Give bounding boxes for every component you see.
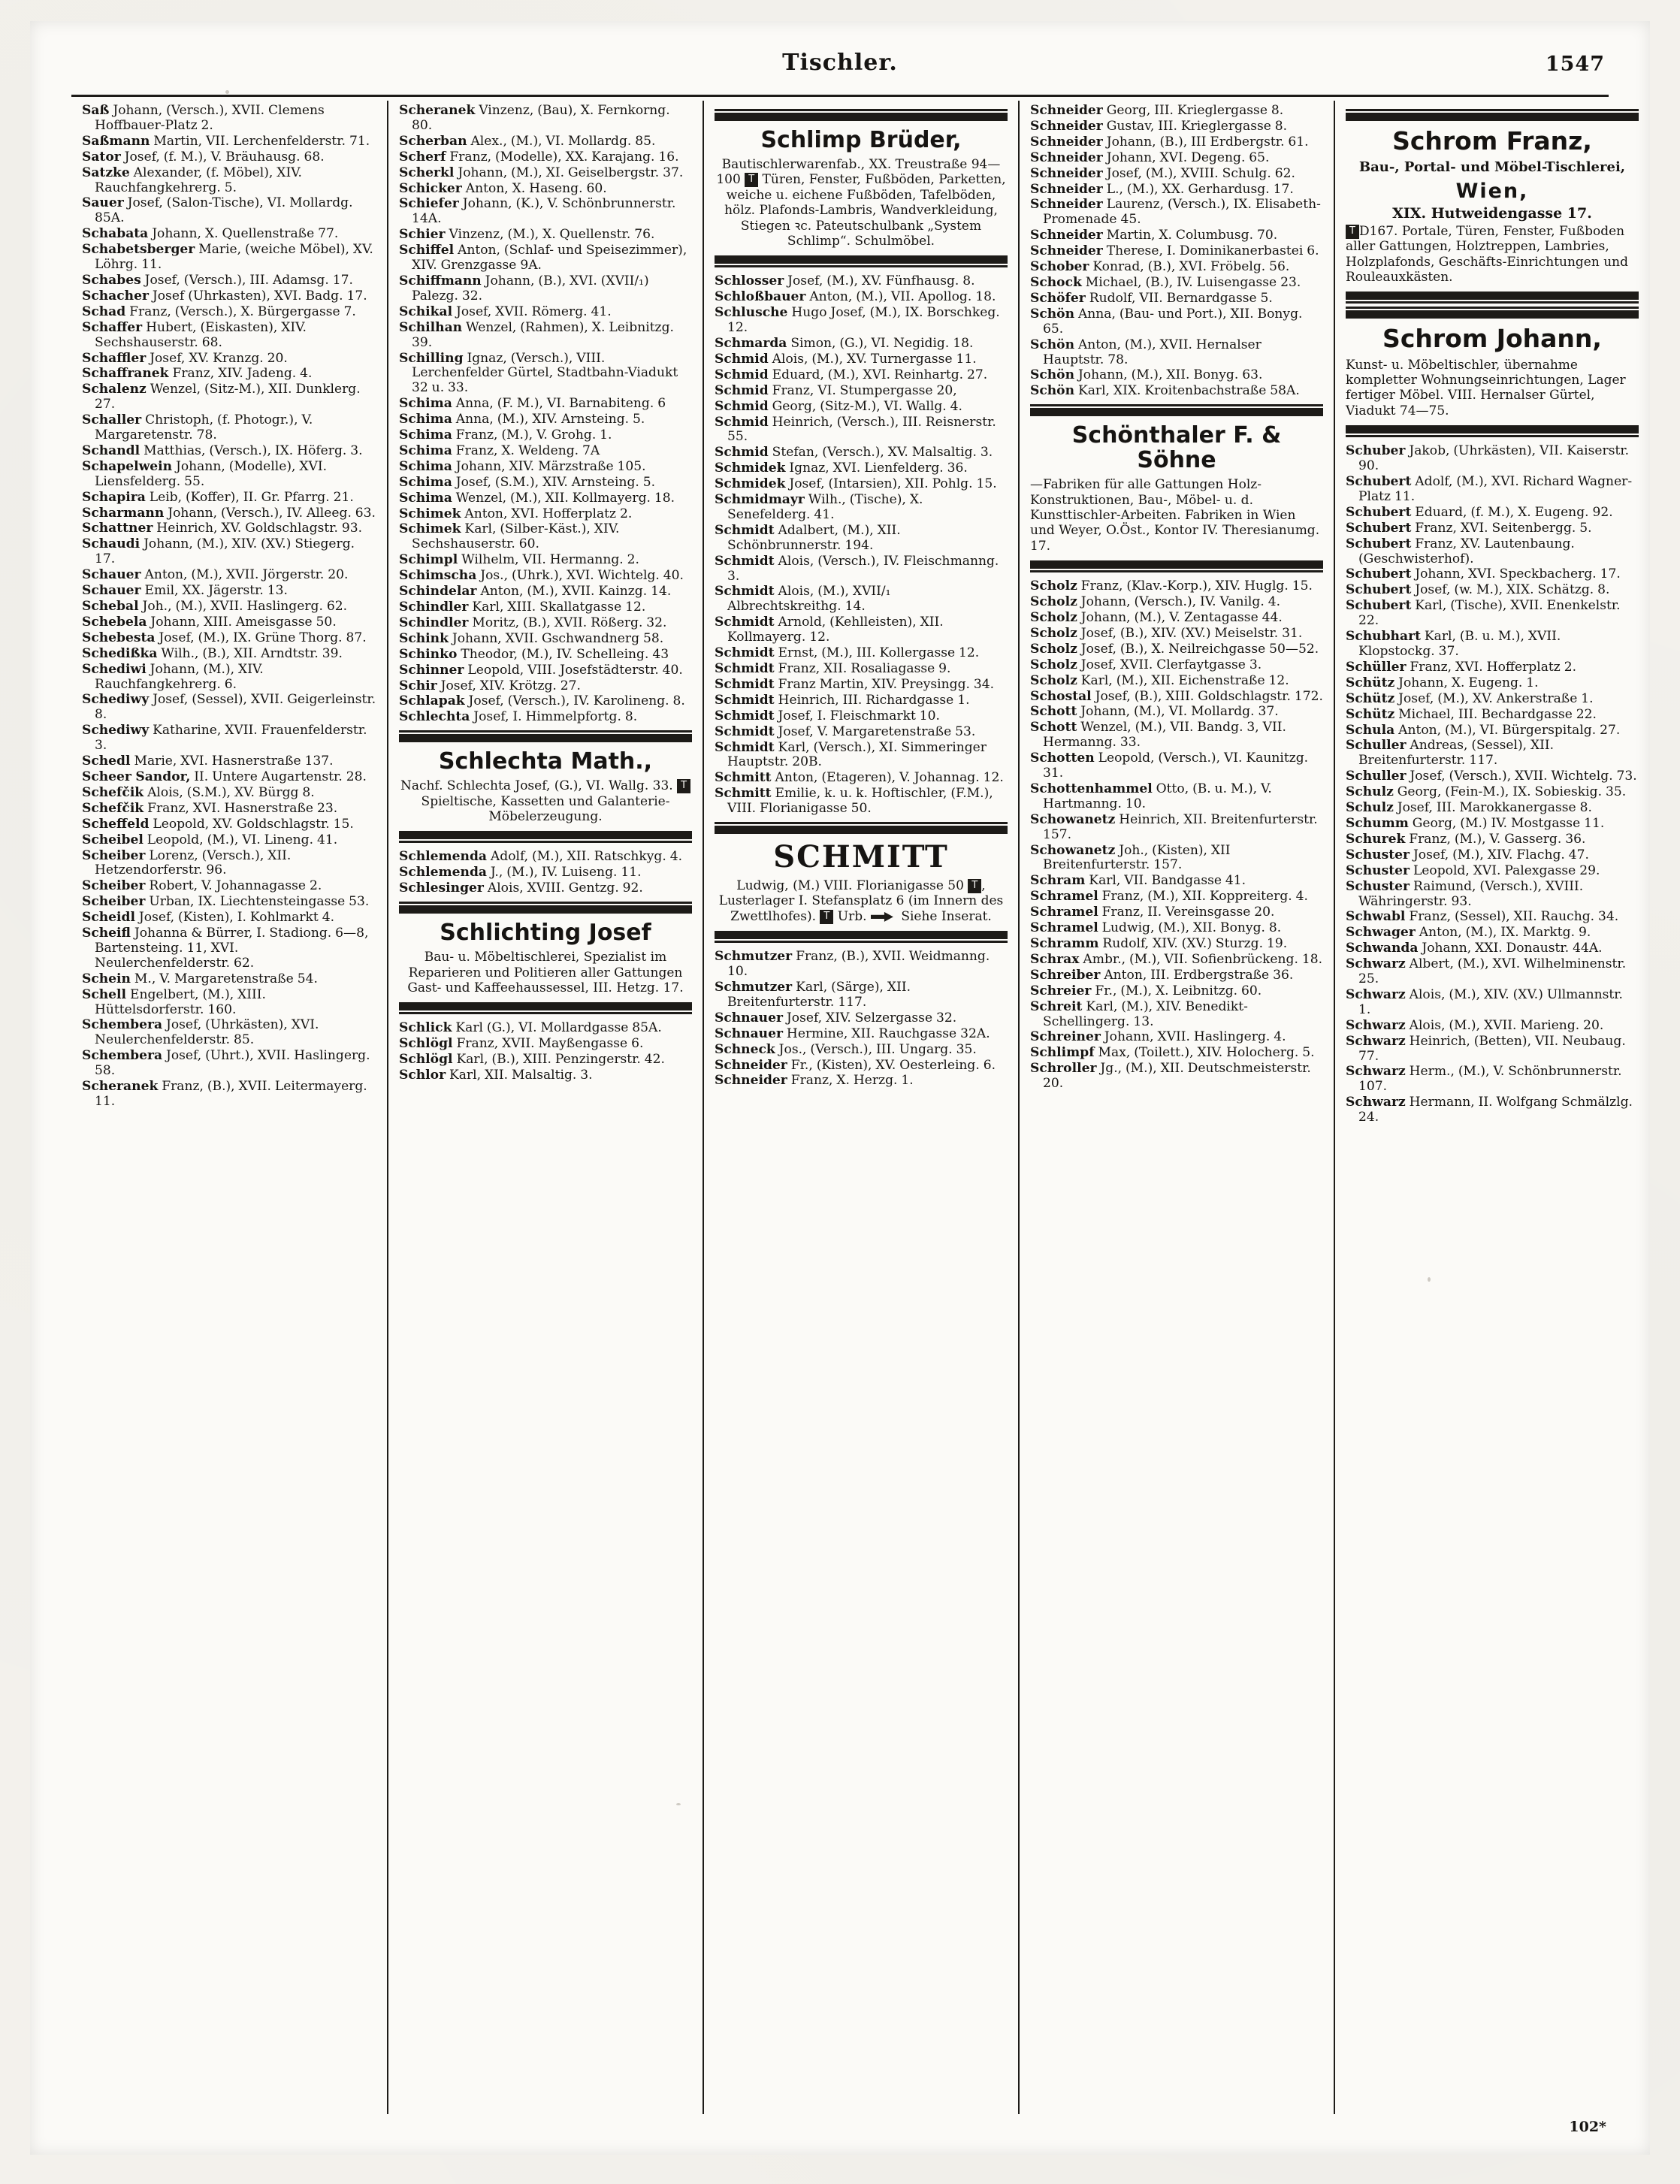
directory-entry: Schimpl Wilhelm, VII. Hermanng. 2. [399, 552, 639, 568]
ad-schmitt [715, 826, 1008, 939]
directory-entry: Schedißka Wilh., (B.), XII. Arndtstr. 39. [82, 645, 343, 661]
directory-entry: Schebal Joh., (M.), XVII. Haslingerg. 62. [82, 599, 348, 614]
ad-title: Schlimp Brüder, [760, 127, 962, 153]
directory-entry: Schlor Karl, XII. Malsaltig. 3. [399, 1068, 593, 1083]
directory-entry: Schaller Christoph, (f. Photogr.), V. Margaretenstr. 78. [82, 412, 313, 443]
directory-entry: Schneider Franz, X. Herzg. 1. [715, 1073, 914, 1089]
directory-entry: Schaffer Hubert, (Eiskasten), XIV. Sechshauserstr. 68. [82, 319, 307, 350]
directory-entry: Scholz Josef, (B.), XIV. (XV.) Meiselstr. 31. [1030, 625, 1303, 641]
directory-entry: Scheiber Urban, IX. Liechtensteingasse 53. [82, 894, 370, 910]
directory-entry: Schima Wenzel, (M.), XII. Kollmayerg. 18. [399, 490, 675, 506]
ad-rule-bottom [715, 931, 1008, 939]
directory-entry: Schapira Leib, (Koffer), II. Gr. Pfarrg. 21. [82, 489, 354, 505]
directory-entry: Schmidt Karl, (Versch.), XI. Simmeringer Hauptstr. 20B. [715, 739, 987, 770]
directory-entry: Schneider Therese, I. Dominikanerbastei 6. [1030, 243, 1319, 259]
directory-entry: Schindelar Anton, (M.), XVII. Kainzg. 14. [399, 584, 672, 600]
directory-entry: Schulz Georg, (Fein-M.), IX. Sobieskig. 35. [1346, 784, 1627, 800]
directory-entry: Schmidt Alois, (Versch.), IV. Fleischmanng. 3. [715, 553, 999, 584]
directory-entry: Schwabl Franz, (Sessel), XII. Rauchg. 34. [1346, 909, 1619, 925]
directory-entry: Schattner Heinrich, XV. Goldschlagstr. 93. [82, 521, 363, 536]
telephone-icon: T [1346, 225, 1359, 239]
directory-entry: Scheibel Leopold, (M.), VI. Lineng. 41. [82, 832, 338, 847]
directory-entry: Schneider L., (M.), XX. Gerhardusg. 17. [1030, 181, 1294, 197]
directory-entry: Scheifl Johanna & Bürrer, I. Stadiong. 6—8, Bartensteing. 11, XVI. Neulerchenfelderstr. 62. [82, 926, 369, 971]
directory-entry: Scheiber Lorenz, (Versch.), XII. Hetzendorferstr. 96. [82, 847, 292, 878]
directory-entry: Schloßbauer Anton, (M.), VII. Apollog. 18. [715, 289, 996, 305]
ad-rule-top [1346, 310, 1639, 319]
directory-entry: Schnauer Hermine, XII. Rauchgasse 32A. [715, 1026, 990, 1041]
ad-body-text: —Fabriken für alle Gattungen Holz-Konstruktionen, Bau-, Möbel- u. d. Kunsttischler-Arbeiten. Fabriken in Wien und Weyer, O.Öst., Kontor IV. Theresianumg. 17. [1030, 477, 1320, 554]
directory-entry: Schmid Stefan, (Versch.), XV. Malsaltig. 3. [715, 445, 993, 461]
directory-entry: Schmidek Josef, (Intarsien), XII. Pohlg. 15. [715, 476, 997, 492]
ad-body-text: Kunst- u. Möbeltischler, übernahme kompletter Wohnungseinrichtungen, Lager fertiger Möbel. VIII. Hernalser Gürtel, Viadukt 74—75. [1346, 357, 1626, 418]
ad-rule-top [715, 826, 1008, 834]
ad-body-text: Bautischlerwarenfab., XX. Treustraße 94—100 T Türen, Fenster, Fußböden, Parketten, weiche u. eichene Fußböden, Tafelböden, hölz. Plafonds-Lambris, Wandverkleidung, Stiegen ꝛc. Pateutschulbank „System Schlimp“. Schulmöbel. [716, 157, 1006, 249]
ad-title: Schrom Johann, [1382, 324, 1602, 354]
directory-entry: Schneider Josef, (M.), XVIII. Schulg. 62. [1030, 165, 1295, 181]
directory-entry: Schembera Josef, (Uhrt.), XVII. Haslingerg. 58. [82, 1048, 370, 1079]
directory-entry: Schima Anna, (F. M.), VI. Barnabiteng. 6 [399, 396, 666, 412]
ad-rule-bottom [1346, 292, 1639, 300]
ad-rule-top [715, 113, 1008, 121]
page-sheet [30, 21, 1650, 2155]
directory-entry: Schmid Georg, (Sitz-M.), VI. Wallg. 4. [715, 398, 962, 414]
directory-entry: Schlögl Karl, (B.), XIII. Penzingerstr. 42. [399, 1052, 665, 1068]
directory-entry: Schlapak Josef, (Versch.), IV. Karolineng. 8. [399, 693, 685, 709]
directory-entry: Schima Josef, (S.M.), XIV. Arnsteing. 5. [399, 474, 656, 490]
directory-entry: Scholz Karl, (M.), XII. Eichenstraße 12. [1030, 672, 1289, 688]
ad-title: Schrom Franz, [1392, 126, 1592, 156]
directory-entry: Schmitt Anton, (Etageren), V. Johannag. 12. [715, 770, 1004, 786]
ad-title: Schlichting Josef [440, 920, 651, 947]
directory-entry: Schostal Josef, (B.), XIII. Goldschlagstr. 172. [1030, 688, 1323, 704]
directory-entry: Schubert Franz, XV. Lautenbaung. (Geschwisterhof). [1346, 536, 1575, 566]
directory-entry: Scholz Josef, XVII. Clerfaytgasse 3. [1030, 657, 1262, 672]
directory-entry: Schreiber Anton, III. Erdbergstraße 36. [1030, 967, 1294, 983]
directory-entry: Schock Michael, (B.), IV. Luisengasse 23. [1030, 274, 1301, 290]
directory-entry: Scheranek Vinzenz, (Bau), X. Fernkorng. 80. [399, 103, 670, 133]
directory-entry: Schlosser Josef, (M.), XV. Fünfhausg. 8. [715, 273, 975, 289]
telephone-icon: T [968, 879, 981, 893]
directory-entry: Schima Johann, XIV. Märzstraße 105. [399, 458, 646, 474]
directory-entry: Schir Josef, XIV. Krötzg. 27. [399, 678, 581, 693]
directory-entry: Scheranek Franz, (B.), XVII. Leitermayerg. 11. [82, 1079, 367, 1109]
directory-entry: Schuller Josef, (Versch.), XVII. Wichtelg. 73. [1346, 769, 1637, 784]
directory-entry: Schmarda Simon, (G.), VI. Negidig. 18. [715, 335, 974, 351]
directory-entry: Schembera Josef, (Uhrkästen), XVI. Neulerchenfelderstr. 85. [82, 1017, 319, 1048]
directory-entry: Schurek Franz, (M.), V. Gasserg. 36. [1346, 831, 1586, 847]
directory-entry: Schlusche Hugo Josef, (M.), IX. Borschkeg. 12. [715, 305, 1000, 336]
ad-rule-bottom [399, 1002, 692, 1010]
directory-entry: Schier Vinzenz, (M.), X. Quellenstr. 76. [399, 227, 655, 243]
directory-entry: Schimek Anton, XVI. Hofferplatz 2. [399, 506, 633, 521]
ad-address-line: XIX. Hutweidengasse 17. [1392, 204, 1592, 222]
ad-rule-bottom [715, 255, 1008, 264]
directory-entry: Schreit Karl, (M.), XIV. Benedikt-Schellingerg. 13. [1030, 998, 1248, 1029]
directory-entry: Schiffmann Johann, (B.), XVI. (XVII/₁) Palezg. 32. [399, 273, 649, 304]
directory-entry: Scholz Franz, (Klav.-Korp.), XIV. Huglg. 15. [1030, 578, 1313, 594]
directory-entry: Scholz Johann, (Versch.), IV. Vanilg. 4. [1030, 594, 1281, 610]
running-head-title: Tischler. [782, 50, 898, 76]
directory-entry: Schubhart Karl, (B. u. M.), XVII. Klopstockg. 37. [1346, 629, 1561, 659]
directory-entry: Schramel Franz, II. Vereinsgasse 20. [1030, 905, 1275, 920]
column-3 [703, 101, 1018, 2114]
directory-entry: Schlemenda J., (M.), IV. Luiseng. 11. [399, 865, 642, 881]
directory-entry: Scharmann Johann, (Versch.), IV. Alleeg. 63. [82, 505, 376, 521]
ad-rule-top [399, 905, 692, 914]
directory-entry: Schuster Josef, (M.), XIV. Flachg. 47. [1346, 847, 1589, 862]
directory-entry: Schmid Alois, (M.), XV. Turnergasse 11. [715, 351, 977, 367]
ad-schlimp [715, 113, 1008, 264]
directory-entry: Schubert Eduard, (f. M.), X. Eugeng. 92. [1346, 504, 1613, 520]
directory-entry: Saß Johann, (Versch.), XVII. Clemens Hoffbauer-Platz 2. [82, 103, 325, 133]
directory-entry: Schwarz Albert, (M.), XVI. Wilhelminenstr. 25. [1346, 956, 1627, 987]
directory-entry: Schneider Fr., (Kisten), XV. Oesterleing. 6. [715, 1057, 996, 1073]
directory-entry: Schaffler Josef, XV. Kranzg. 20. [82, 350, 288, 366]
page-number: 1547 [1545, 53, 1605, 76]
ad-title: Schönthaler F. & Söhne [1071, 422, 1282, 474]
directory-entry: Schimek Karl, (Silber-Käst.), XIV. Sechshauserstr. 60. [399, 521, 620, 552]
directory-entry: Scholz Johann, (M.), V. Zentagasse 44. [1030, 609, 1283, 625]
directory-entry: Schapelwein Johann, (Modelle), XVI. Liensfelderg. 55. [82, 458, 328, 489]
directory-entry: Schmidek Ignaz, XVI. Lienfelderg. 36. [715, 461, 968, 476]
directory-entry: Schula Anton, (M.), VI. Bürgerspitalg. 27. [1346, 722, 1621, 738]
directory-entry: Schüller Franz, XVI. Hofferplatz 2. [1346, 659, 1577, 675]
directory-entry: Schroller Jg., (M.), XII. Deutschmeisterstr. 20. [1030, 1061, 1311, 1092]
directory-entry: Schima Franz, (M.), V. Grohg. 1. [399, 427, 612, 443]
directory-entry: Schmidt Josef, V. Margaretenstraße 53. [715, 723, 976, 739]
ad-rule-bottom [1346, 425, 1639, 433]
directory-entry: Schmidt Heinrich, III. Richardgasse 1. [715, 692, 970, 708]
directory-columns [71, 101, 1649, 2114]
directory-entry: Scheiber Robert, V. Johannagasse 2. [82, 878, 322, 894]
directory-entry: Schilling Ignaz, (Versch.), VIII. Lerchenfelder Gürtel, Stadtbahn-Viadukt 32 u. 33. [399, 350, 678, 396]
directory-entry: Schott Johann, (M.), VI. Mollardg. 37. [1030, 704, 1279, 720]
directory-entry: Schimscha Jos., (Uhrk.), XVI. Wichtelg. 40. [399, 568, 684, 584]
directory-entry: Schowanetz Heinrich, XII. Breitenfurterstr. 157. [1030, 811, 1318, 842]
directory-entry: Schinko Theodor, (M.), IV. Schelleing. 43 [399, 646, 669, 662]
ad-schlechta [399, 734, 692, 839]
directory-entry: Schramel Franz, (M.), XII. Koppreiterg. 4. [1030, 889, 1308, 905]
directory-entry: Schmutzer Karl, (Särge), XII. Breitenfurterstr. 117. [715, 980, 911, 1010]
ad-schrom-johann [1346, 310, 1639, 433]
directory-entry: Schubert Franz, XVI. Seitenbergg. 5. [1346, 520, 1592, 536]
directory-entry: Schneider Johann, XVI. Degeng. 65. [1030, 150, 1270, 165]
directory-entry: Schön Johann, (M.), XII. Bonyg. 63. [1030, 367, 1263, 383]
pointing-hand-icon [871, 912, 893, 922]
directory-entry: Sauer Josef, (Salon-Tische), VI. Mollardg. 85A. [82, 195, 353, 226]
directory-entry: Schrax Ambr., (M.), VII. Sofienbrückeng. 18. [1030, 951, 1323, 967]
directory-entry: Schowanetz Joh., (Kisten), XII Breitenfurterstr. 157. [1030, 842, 1231, 873]
directory-entry: Schell Engelbert, (M.), XIII. Hüttelsdorferstr. 160. [82, 986, 266, 1017]
column-4 [1018, 101, 1334, 2114]
page-header [75, 50, 1605, 84]
directory-entry: Sator Josef, (f. M.), V. Bräuhausg. 68. [82, 149, 325, 165]
telephone-icon: T [820, 910, 833, 924]
directory-entry: Schiffel Anton, (Schlaf- und Speisezimmer), XIV. Grenzgasse 9A. [399, 243, 687, 273]
directory-entry: Schein M., V. Margaretenstraße 54. [82, 971, 318, 986]
directory-entry: Schefčik Alois, (S.M.), XV. Bürgg 8. [82, 784, 315, 800]
directory-entry: Schmid Franz, VI. Stumpergasse 20, [715, 382, 957, 398]
directory-entry: Schöfer Rudolf, VII. Bernardgasse 5. [1030, 290, 1273, 306]
telephone-icon: T [677, 779, 690, 793]
ad-title: Schlechta Math., [438, 748, 653, 775]
directory-entry: Schebela Johann, XIII. Ameisgasse 50. [82, 614, 337, 630]
directory-entry: Schwarz Alois, (M.), XVII. Marieng. 20. [1346, 1017, 1604, 1033]
ad-schlichting [399, 905, 692, 1010]
directory-entry: Schebesta Josef, (M.), IX. Grüne Thorg. 87. [82, 630, 367, 645]
directory-entry: Schober Konrad, (B.), XVI. Fröbelg. 56. [1030, 259, 1290, 275]
directory-entry: Schlesinger Alois, XVIII. Gentzg. 92. [399, 881, 643, 896]
directory-entry: Schott Wenzel, (M.), VII. Bandg. 3, VII. Hermanng. 33. [1030, 720, 1286, 751]
directory-entry: Schmidt Josef, I. Fleischmarkt 10. [715, 708, 940, 723]
directory-entry: Schinner Leopold, VIII. Josefstädterstr. 40. [399, 662, 683, 678]
directory-entry: Saßmann Martin, VII. Lerchenfelderstr. 71. [82, 133, 370, 149]
directory-entry: Schilhan Wenzel, (Rahmen), X. Leibnitzg. 39. [399, 319, 674, 350]
directory-entry: Schima Anna, (M.), XIV. Arnsteing. 5. [399, 412, 645, 427]
directory-entry: Schalenz Wenzel, (Sitz-M.), XII. Dunklerg. 27. [82, 382, 361, 412]
directory-entry: Schindler Moritz, (B.), XVII. Rößerg. 32. [399, 615, 667, 630]
directory-entry: Scherf Franz, (Modelle), XX. Karajang. 16. [399, 149, 679, 165]
directory-entry: Schediwy Katharine, XVII. Frauenfelderstr. 3. [82, 723, 367, 754]
ad-city: Wien, [1455, 179, 1529, 203]
directory-entry: Schikal Josef, XVII. Römerg. 41. [399, 304, 612, 319]
directory-entry: Schwager Anton, (M.), IX. Marktg. 9. [1346, 925, 1591, 941]
directory-entry: Schauer Anton, (M.), XVII. Jörgerstr. 20. [82, 567, 349, 583]
directory-entry: Schauer Emil, XX. Jägerstr. 13. [82, 583, 288, 599]
directory-entry: Schefčik Franz, XVI. Hasnerstraße 23. [82, 800, 338, 816]
directory-entry: Scheffeld Leopold, XV. Goldschlagstr. 15. [82, 816, 354, 832]
directory-entry: Schütz Johann, X. Eugeng. 1. [1346, 675, 1539, 690]
directory-entry: Schuster Raimund, (Versch.), XVIII. Währingerstr. 93. [1346, 878, 1584, 909]
directory-entry: Schwarz Alois, (M.), XIV. (XV.) Ullmannstr. 1. [1346, 986, 1623, 1017]
directory-entry: Schlick Karl (G.), VI. Mollardgasse 85A. [399, 1020, 662, 1036]
directory-entry: Schütz Josef, (M.), XV. Ankerstraße 1. [1346, 690, 1594, 706]
signature-mark: 102* [1569, 2119, 1606, 2135]
ad-rule-top [1030, 408, 1323, 416]
directory-entry: Schubert Karl, (Tische), XVII. Enenkelstr. 22. [1346, 598, 1621, 629]
directory-entry: Schubert Johann, XVI. Speckbacherg. 17. [1346, 566, 1621, 582]
ad-body-text: Nachf. Schlechta Josef, (G.), VI. Wallg. 33. T Spieltische, Kassetten und Galanterie-Möbelerzeugung. [399, 778, 692, 824]
directory-entry: Schmidt Alois, (M.), XVII/₁ Albrechtskreithg. 14. [715, 584, 891, 615]
directory-entry: Schneider Johann, (B.), III Erdbergstr. 61. [1030, 134, 1309, 150]
telephone-icon: T [745, 173, 758, 187]
directory-entry: Schmidt Ernst, (M.), III. Kollergasse 12. [715, 645, 980, 661]
directory-entry: Schmidmayr Wilh., (Tische), X. Senefelderg. 41. [715, 492, 923, 522]
directory-entry: Schmidt Arnold, (Kehlleisten), XII. Kollmayerg. 12. [715, 615, 944, 645]
directory-entry: Schink Johann, XVII. Gschwandnerg 58. [399, 630, 664, 646]
directory-entry: Schneck Jos., (Versch.), III. Ungarg. 35. [715, 1041, 977, 1057]
directory-entry: Schedl Marie, XVI. Hasnerstraße 137. [82, 754, 334, 769]
directory-entry: Schütz Michael, III. Bechardgasse 22. [1346, 706, 1597, 722]
directory-entry: Scheer Sandor, II. Untere Augartenstr. 28. [82, 769, 367, 784]
directory-entry: Schaffranek Franz, XIV. Jadeng. 4. [82, 366, 313, 382]
directory-entry: Schramm Rudolf, XIV. (XV.) Sturzg. 19. [1030, 936, 1288, 952]
column-1 [71, 101, 387, 2114]
directory-entry: Schediwy Josef, (Sessel), XVII. Geigerleinstr. 8. [82, 692, 376, 723]
directory-entry: Schaudi Johann, (M.), XIV. (XV.) Stiegerg. 17. [82, 536, 355, 567]
directory-entry: Scholz Josef, (B.), X. Neilreichgasse 50—52. [1030, 641, 1319, 657]
directory-entry: Schneider Laurenz, (Versch.), IX. Elisabeth-Promenade 45. [1030, 197, 1321, 228]
header-rule [71, 95, 1609, 97]
directory-entry: Schneider Georg, III. Krieglergasse 8. [1030, 103, 1284, 118]
directory-entry: Schabes Josef, (Versch.), III. Adamsg. 17. [82, 272, 353, 288]
directory-entry: Schuster Leopold, XVI. Palexgasse 29. [1346, 862, 1600, 878]
directory-entry: Schneider Martin, X. Columbusg. 70. [1030, 228, 1278, 243]
directory-entry: Schwarz Heinrich, (Betten), VII. Neubaug. 77. [1346, 1033, 1626, 1064]
directory-entry: Schima Franz, X. Weldeng. 7A [399, 443, 600, 458]
directory-entry: Schmid Heinrich, (Versch.), III. Reisnerstr. 55. [715, 414, 996, 445]
directory-entry: Schuller Andreas, (Sessel), XII. Breitenfurterstr. 117. [1346, 738, 1555, 769]
ad-schoenthaler [1030, 408, 1323, 569]
directory-entry: Schram Karl, VII. Bandgasse 41. [1030, 873, 1246, 889]
directory-entry: Schottenhammel Otto, (B. u. M.), V. Hartmanng. 10. [1030, 781, 1272, 811]
directory-entry: Schad Franz, (Versch.), X. Bürgergasse 7. [82, 304, 356, 319]
directory-entry: Schotten Leopold, (Versch.), VI. Kaunitzg. 31. [1030, 751, 1309, 781]
directory-entry: Scherban Alex., (M.), VI. Mollardg. 85. [399, 133, 656, 149]
directory-entry: Schmid Eduard, (M.), XVI. Reinhartg. 27. [715, 367, 988, 382]
directory-entry: Schubert Adolf, (M.), XVI. Richard Wagner-Platz 11. [1346, 474, 1633, 504]
directory-entry: Schön Karl, XIX. Kroitenbachstraße 58A. [1030, 383, 1300, 399]
column-2 [387, 101, 703, 2114]
directory-entry: Schwarz Hermann, II. Wolfgang Schmälzlg. 24. [1346, 1095, 1633, 1125]
directory-entry: Scheidl Josef, (Kisten), I. Kohlmarkt 4. [82, 910, 334, 926]
ad-rule-top [1346, 113, 1639, 121]
directory-entry: Schlechta Josef, I. Himmelpfortg. 8. [399, 709, 638, 725]
directory-entry: Schabetsberger Marie, (weiche Möbel), XV. Löhrg. 11. [82, 242, 373, 273]
directory-entry: Schlemenda Adolf, (M.), XII. Ratschkyg. 4. [399, 849, 683, 865]
directory-entry: Schicker Anton, X. Haseng. 60. [399, 180, 607, 196]
directory-entry: Schmitt Emilie, k. u. k. Hoftischler, (F.M.), VIII. Florianigasse 50. [715, 786, 993, 817]
directory-entry: Schön Anton, (M.), XVII. Hernalser Hauptstr. 78. [1030, 337, 1262, 367]
ad-subtitle: Bau-, Portal- und Möbel-Tischlerei, [1358, 159, 1626, 176]
directory-entry: Schmutzer Franz, (B.), XVII. Weidmanng. 10. [715, 949, 990, 980]
directory-entry: Schlögl Franz, XVII. Mayßengasse 6. [399, 1036, 644, 1052]
directory-entry: Schuber Jakob, (Uhrkästen), VII. Kaiserstr. 90. [1346, 443, 1630, 474]
directory-entry: Schön Anna, (Bau- und Port.), XII. Bonyg. 65. [1030, 306, 1303, 337]
directory-entry: Schnauer Josef, XIV. Selzergasse 32. [715, 1010, 957, 1026]
ad-body-text: Ludwig, (M.) VIII. Florianigasse 50 T , Lusterlager I. Stefansplatz 6 (im Innern des Zwettlhofes). T Urb. Siehe Inserat. [718, 878, 1004, 924]
directory-entry: Schreier Fr., (M.), X. Leibnitzg. 60. [1030, 983, 1262, 998]
directory-entry: Schwarz Herm., (M.), V. Schönbrunnerstr. 107. [1346, 1064, 1622, 1095]
directory-entry: Schumm Georg, (M.) IV. Mostgasse 11. [1346, 815, 1605, 831]
ad-schrom-franz [1346, 113, 1639, 300]
directory-entry: Scherkl Johann, (M.), XI. Geiselbergstr. 37. [399, 165, 684, 180]
directory-entry: Schacher Josef (Uhrkasten), XVI. Badg. 17. [82, 288, 367, 304]
directory-entry: Schwanda Johann, XXI. Donaustr. 44A. [1346, 941, 1603, 956]
directory-entry: Schediwi Johann, (M.), XIV. Rauchfangkehrerg. 6. [82, 661, 264, 692]
ad-rule-top [399, 734, 692, 742]
directory-entry: Schlimpf Max, (Toilett.), XIV. Holocherg. 5. [1030, 1045, 1315, 1061]
ad-title: SCHMITT [773, 839, 949, 875]
ad-rule-bottom [1030, 560, 1323, 569]
directory-entry: Schmidt Franz Martin, XIV. Preysingg. 34. [715, 676, 995, 692]
ad-body-text: T D167. Portale, Türen, Fenster, Fußboden aller Gattungen, Holztreppen, Lambries, Holzplafonds, Geschäfts-Einrichtungen und Rouleauxkästen. [1346, 223, 1628, 285]
directory-entry: Schreiner Johann, XVII. Haslingerg. 4. [1030, 1029, 1286, 1045]
directory-entry: Schmidt Adalbert, (M.), XII. Schönbrunnerstr. 194. [715, 522, 901, 553]
directory-entry: Schandl Matthias, (Versch.), IX. Höferg. 3. [82, 443, 363, 458]
directory-entry: Schulz Josef, III. Marokkanergasse 8. [1346, 800, 1592, 816]
directory-entry: Satzke Alexander, (f. Möbel), XIV. Rauchfangkehrerg. 5. [82, 165, 302, 195]
directory-entry: Schneider Gustav, III. Krieglergasse 8. [1030, 118, 1288, 134]
column-5 [1334, 101, 1649, 2114]
ad-rule-bottom [399, 831, 692, 839]
directory-entry: Schubert Josef, (w. M.), XIX. Schätzg. 8. [1346, 582, 1610, 598]
directory-entry: Schmidt Franz, XII. Rosaliagasse 9. [715, 661, 951, 676]
directory-entry: Schramel Ludwig, (M.), XII. Bonyg. 8. [1030, 920, 1282, 936]
ad-body-text: Bau- u. Möbeltischlerei, Spezialist im Reparieren und Politieren aller Gattungen Gast- und Kaffeehaussessel, III. Hetzg. 17. [407, 950, 684, 995]
directory-entry: Schiefer Johann, (K.), V. Schönbrunnerstr. 14A. [399, 196, 676, 227]
directory-entry: Schindler Karl, XIII. Skallatgasse 12. [399, 600, 646, 615]
directory-entry: Schabata Johann, X. Quellenstraße 77. [82, 226, 339, 242]
